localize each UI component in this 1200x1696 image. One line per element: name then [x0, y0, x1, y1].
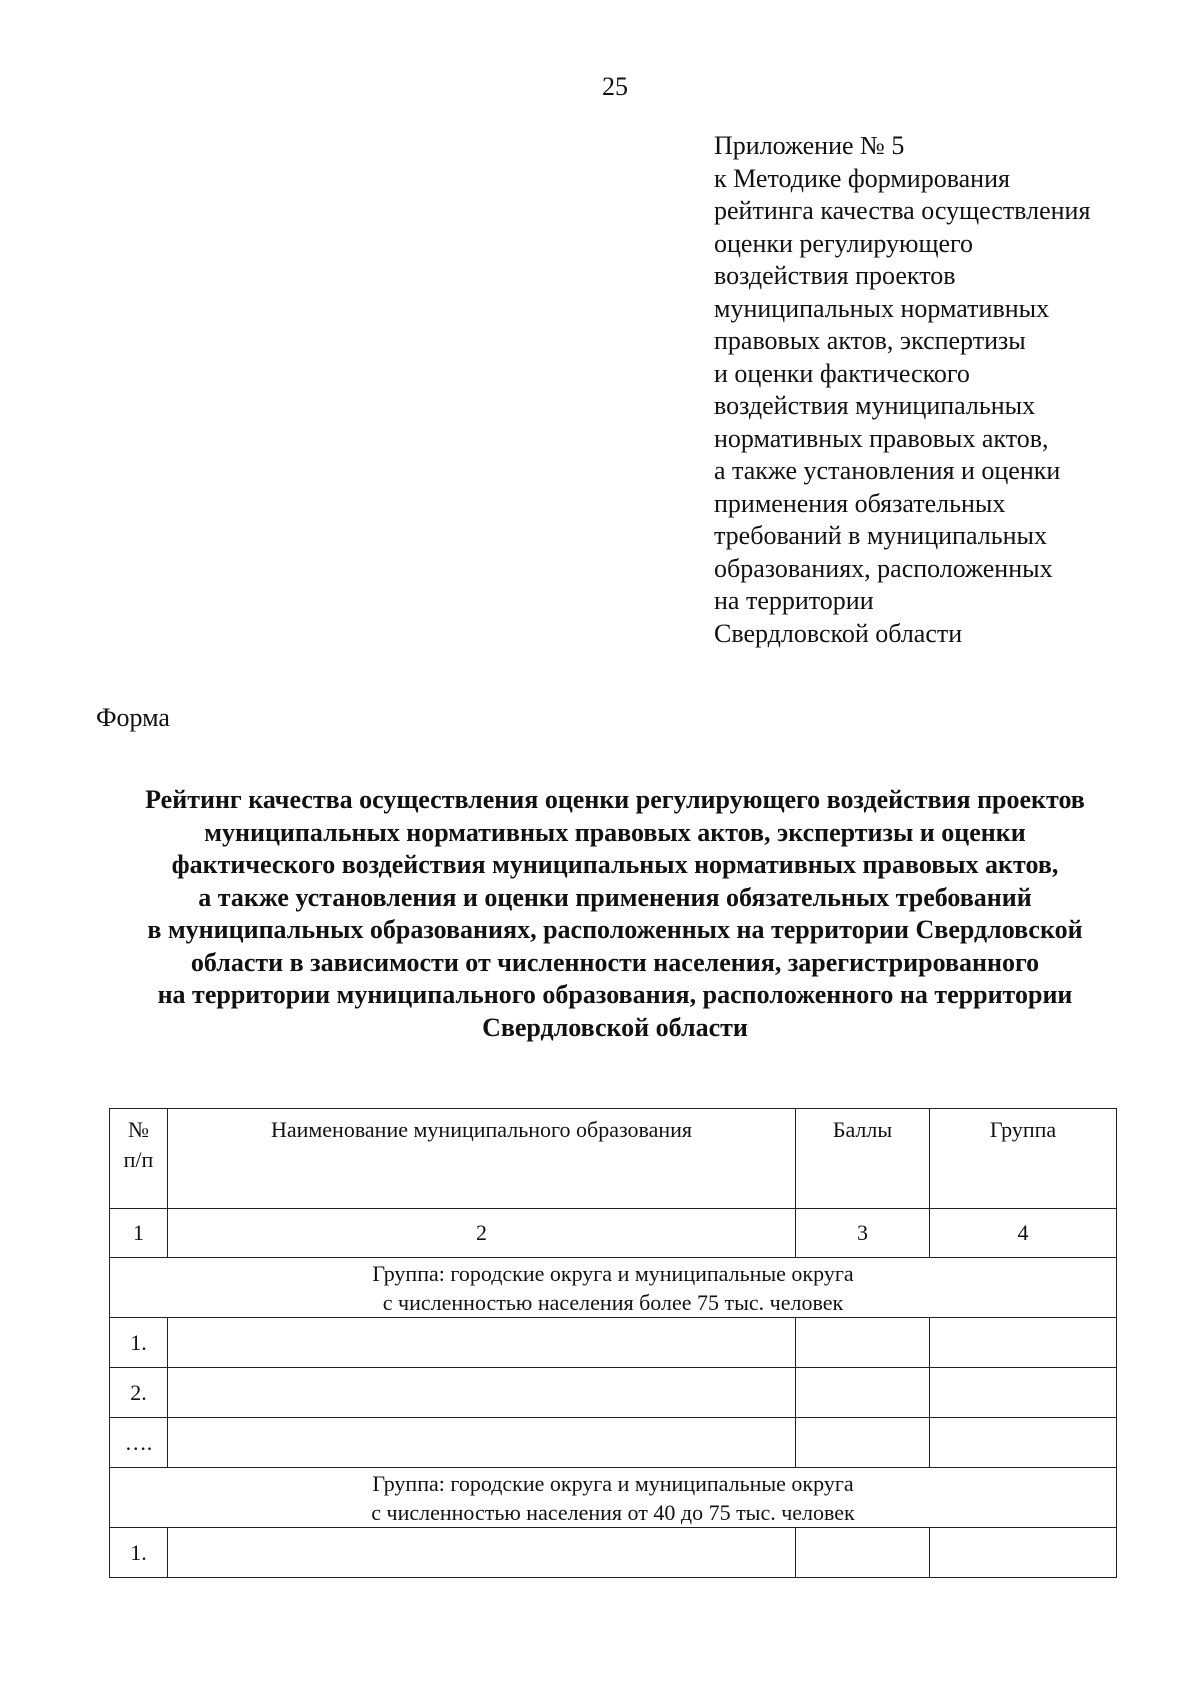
- group-cell: [930, 1528, 1117, 1578]
- table-row: [110, 1318, 1117, 1368]
- row-number: 2.: [110, 1368, 168, 1418]
- appendix-line: Свердловской области: [714, 618, 963, 648]
- group-cell: [930, 1318, 1117, 1368]
- appendix-line: правовых актов, экспертизы: [714, 326, 1026, 355]
- appendix-line: и оценки фактического: [714, 358, 970, 388]
- header-number-symbol: №: [128, 1117, 149, 1142]
- group-heading-line: Группа: городские округа и муниципальные округа: [372, 1260, 854, 1286]
- header-number-abbr: п/п: [123, 1147, 154, 1172]
- appendix-line: образованиях, расположенных: [714, 553, 1053, 583]
- appendix-line: оценки регулирующего: [714, 228, 974, 258]
- appendix-line: требований в муниципальных: [714, 521, 1047, 550]
- title-line: области в зависимости от численности населения, зарегистрированного: [190, 947, 1040, 977]
- group-cell: [930, 1368, 1117, 1418]
- row-number: 1.: [110, 1318, 168, 1368]
- title-line: Свердловской области: [482, 1012, 748, 1042]
- appendix-line: воздействия муниципальных: [714, 391, 1036, 420]
- header-number: [110, 1109, 168, 1209]
- points-cell: [796, 1318, 930, 1368]
- name-cell: [168, 1418, 796, 1468]
- column-number: 2: [168, 1209, 796, 1258]
- title-line: фактического воздействия муниципальных нормативных правовых актов,: [171, 850, 1059, 879]
- table-header-row: [110, 1109, 1117, 1209]
- row-number: ….: [110, 1418, 168, 1468]
- header-name: Наименование муниципального образования: [168, 1109, 796, 1209]
- group-heading: [110, 1258, 1117, 1318]
- group-heading-row: [110, 1258, 1117, 1318]
- title-line: на территории муниципального образования, расположенного на территории: [157, 980, 1073, 1009]
- column-number: 3: [796, 1209, 930, 1258]
- name-cell: [168, 1318, 796, 1368]
- column-number-row: [110, 1209, 1117, 1258]
- table-row: [110, 1418, 1117, 1468]
- document-title: [60, 784, 1170, 1044]
- name-cell: [168, 1368, 796, 1418]
- points-cell: [796, 1368, 930, 1418]
- group-heading-line: с численностью населения от 40 до 75 тыс. человек: [371, 1499, 855, 1525]
- page-number: 25: [602, 72, 628, 101]
- column-number: 4: [930, 1209, 1117, 1258]
- group-heading-row: [110, 1468, 1117, 1528]
- rating-table: [109, 1108, 1117, 1578]
- form-label: Форма: [96, 703, 170, 732]
- group-heading-line: с численностью населения более 75 тыс. человек: [382, 1289, 844, 1315]
- appendix-line: к Методике формирования: [714, 163, 1010, 193]
- title-line: Рейтинг качества осуществления оценки регулирующего воздействия проектов: [145, 785, 1085, 814]
- appendix-line: муниципальных нормативных: [714, 293, 1050, 323]
- header-points: Баллы: [796, 1109, 930, 1209]
- table-row: [110, 1528, 1117, 1578]
- appendix-line: на территории: [714, 586, 874, 615]
- header-group: Группа: [930, 1109, 1117, 1209]
- appendix-line: нормативных правовых актов,: [714, 423, 1049, 453]
- appendix-line: рейтинга качества осуществления: [714, 196, 1091, 225]
- table-row: [110, 1368, 1117, 1418]
- points-cell: [796, 1528, 930, 1578]
- title-line: муниципальных нормативных правовых актов, экспертизы и оценки: [204, 817, 1026, 847]
- group-heading: [110, 1468, 1117, 1528]
- title-line: а также установления и оценки применения обязательных требований: [198, 882, 1032, 912]
- appendix-line: применения обязательных: [714, 488, 1006, 518]
- title-line: в муниципальных образованиях, расположенных на территории Свердловской: [147, 915, 1083, 944]
- row-number: 1.: [110, 1528, 168, 1578]
- column-number: 1: [110, 1209, 168, 1258]
- group-cell: [930, 1418, 1117, 1468]
- appendix-block: [714, 130, 1174, 650]
- appendix-line: воздействия проектов: [714, 261, 956, 290]
- points-cell: [796, 1418, 930, 1468]
- group-heading-line: Группа: городские округа и муниципальные округа: [372, 1470, 854, 1496]
- name-cell: [168, 1528, 796, 1578]
- appendix-line: Приложение № 5: [714, 131, 905, 160]
- appendix-line: а также установления и оценки: [714, 456, 1061, 485]
